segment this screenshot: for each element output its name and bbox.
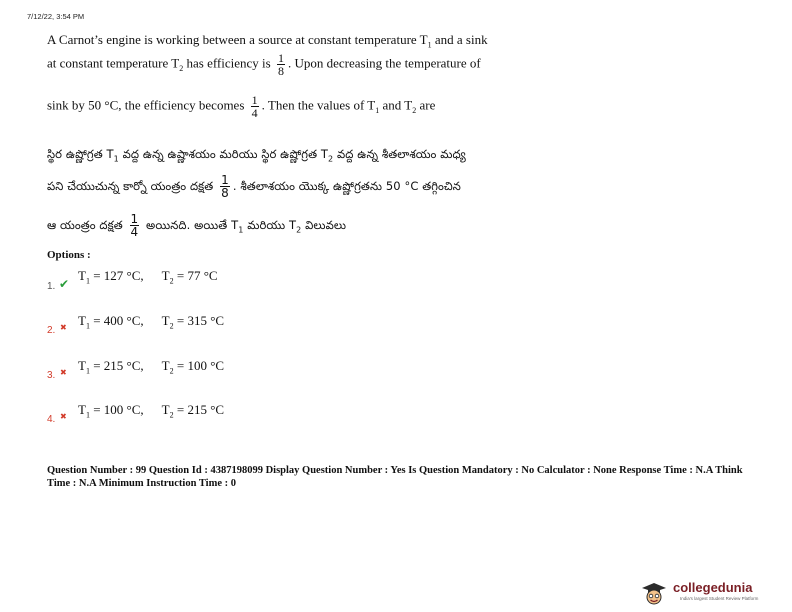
fraction-one-fourth-te: $\frac{1}{4}$ [130,212,139,239]
cross-icon: ✖ [60,368,67,377]
check-icon: ✔ [59,277,70,291]
option-3-text[interactable]: $T_1 = 215$ °C, $T_2 = 100$ °C [78,358,225,376]
option-3-number: 3. [47,370,56,381]
question-te-line-2: పని చేయుచున్న కార్నో యంత్రం దక్షత $\frac{1}{8}$ . శీతలాశయం యొక్క ఉష్ణోగ్రతను 50 °C తగ్గించిన [47,173,461,200]
question-metadata: Question Number : 99 Question Id : 4387198099 Display Question Number : Yes Is Question Mandatory : No Calculator : None Response Time : N.A Think Time : N.A Minimum Instruction Time : 0 [47,465,743,489]
logo-tagline: India's largest Student Review Platform [680,596,759,601]
options-label: Options : [47,249,91,261]
option-1-text[interactable]: $T_1 = 127$ °C, $T_2 = 77$ °C [78,268,218,286]
fraction-one-fourth: $\frac{1}{4}$ [251,93,258,120]
timestamp: 7/12/22, 3:54 PM [27,12,85,21]
question-te-line-1: స్థిర ఉష్ణోగ్రత $T_1$ వద్ద ఉన్న ఉష్ణాశయం మరియు స్థిర ఉష్ణోగ్రత $T_2$ వద్ద ఉన్న శీతలాశయం మధ్య [47,147,466,164]
logo-name: collegedunia [673,580,753,595]
question-en-line-2: at constant temperature $T_2$ has efficiency is $\frac{1}{8}$ . Upon decreasing the temperature of [47,51,481,78]
question-te-line-3: ఆ యంత్రం దక్షత $\frac{1}{4}$ అయినది. అయితే $T_1$ మరియు $T_2$ విలువలు [47,212,347,239]
cross-icon: ✖ [60,323,67,332]
question-en-line-1: A Carnot’s engine is working between a source at constant temperature $T_1$ and a sink [47,32,488,50]
option-2-text[interactable]: $T_1 = 400$ °C, $T_2 = 315$ °C [78,313,225,331]
fraction-one-eighth: $\frac{1}{8}$ [277,51,284,78]
cross-icon: ✖ [60,412,67,421]
option-4-text[interactable]: $T_1 = 100$ °C, $T_2 = 215$ °C [78,402,225,420]
option-2-number: 2. [47,325,56,336]
fraction-one-eighth-te: $\frac{1}{8}$ [221,173,229,200]
option-1-number: 1. [47,281,56,292]
question-en-line-3: sink by 50 °C, the efficiency becomes $\frac{1}{4}$ . Then the values of $T_1$ and $T_2$ are [47,93,436,120]
graduate-mascot-icon [640,580,668,606]
option-4-number: 4. [47,414,56,425]
